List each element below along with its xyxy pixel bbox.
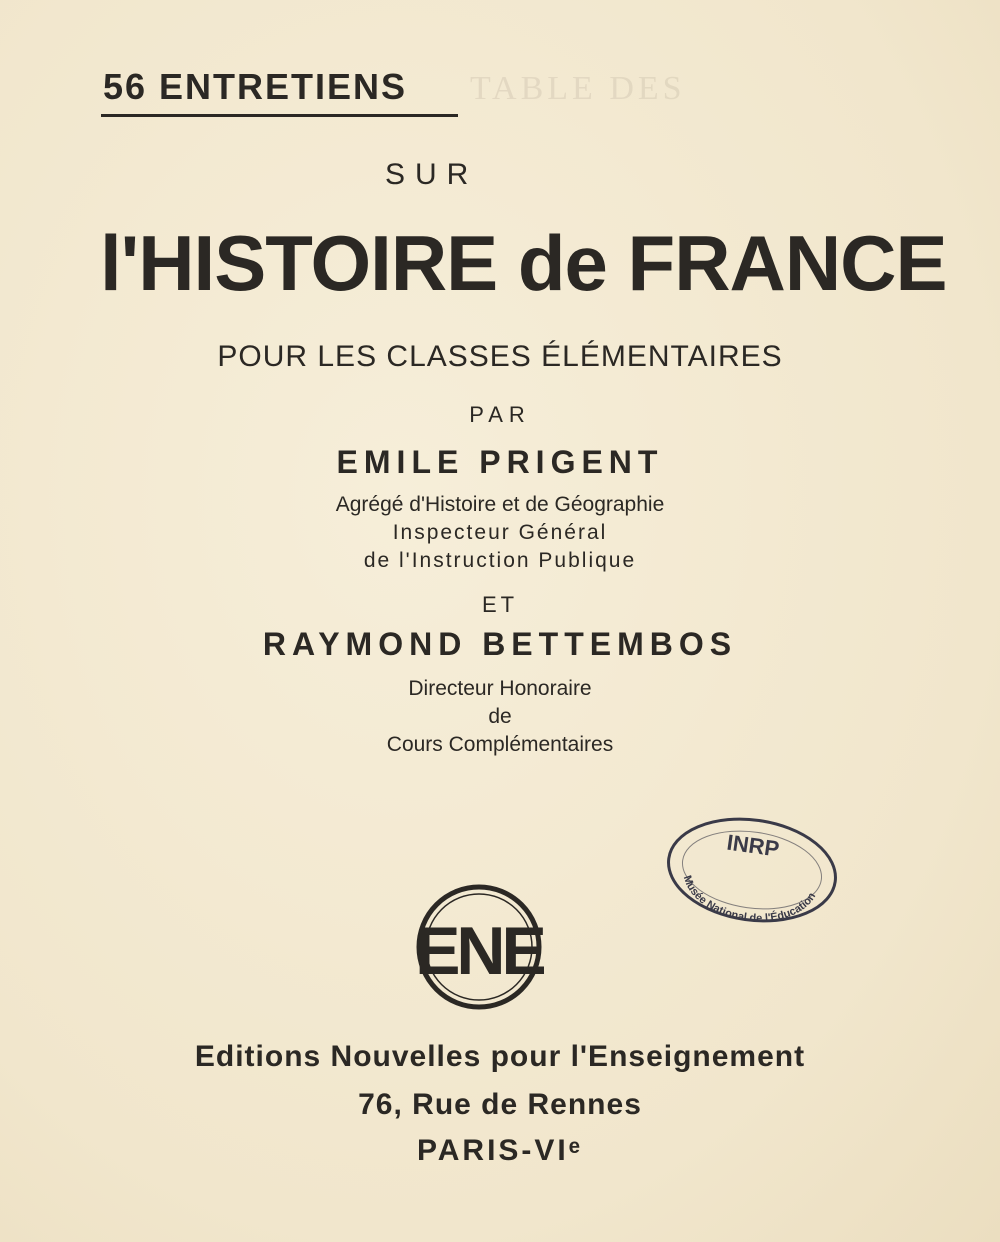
publisher-name: Editions Nouvelles pour l'Enseignement xyxy=(194,1040,806,1073)
and-label: ET xyxy=(481,592,519,617)
author-1-title-3: de l'Instruction Publique xyxy=(363,549,637,572)
library-stamp-icon xyxy=(664,815,840,925)
author-1-title-2: Inspecteur Général xyxy=(392,521,608,544)
publisher-city: PARIS-VIᵉ xyxy=(416,1134,584,1167)
publisher-address: 76, Rue de Rennes xyxy=(358,1088,642,1121)
author-1-title-1: Agrégé d'Histoire et de Géographie xyxy=(335,493,665,516)
stamp-ring-text: Musée National de l'Éducation xyxy=(680,874,819,925)
book-subtitle: POUR LES CLASSES ÉLÉMENTAIRES xyxy=(217,340,783,373)
heading-underline xyxy=(101,114,458,117)
count-heading: 56 ENTRETIENS xyxy=(103,66,408,107)
title-preposition: SUR xyxy=(385,158,479,191)
author-name-2: RAYMOND BETTEMBOS xyxy=(262,626,738,662)
author-2-title-2: de xyxy=(488,705,512,728)
author-2-title-1: Directeur Honoraire xyxy=(408,677,592,700)
logo-text: ENE xyxy=(415,913,543,989)
ene-logo-icon xyxy=(414,882,544,1012)
author-name-1: EMILE PRIGENT xyxy=(336,444,664,480)
by-label: PAR xyxy=(469,402,531,427)
book-title: l'HISTOIRE de FRANCE xyxy=(100,219,947,307)
bleed-through-decoration: TABLE DES xyxy=(470,70,686,107)
author-2-title-3: Cours Complémentaires xyxy=(386,733,614,756)
stamp-text: INRP xyxy=(725,829,781,862)
